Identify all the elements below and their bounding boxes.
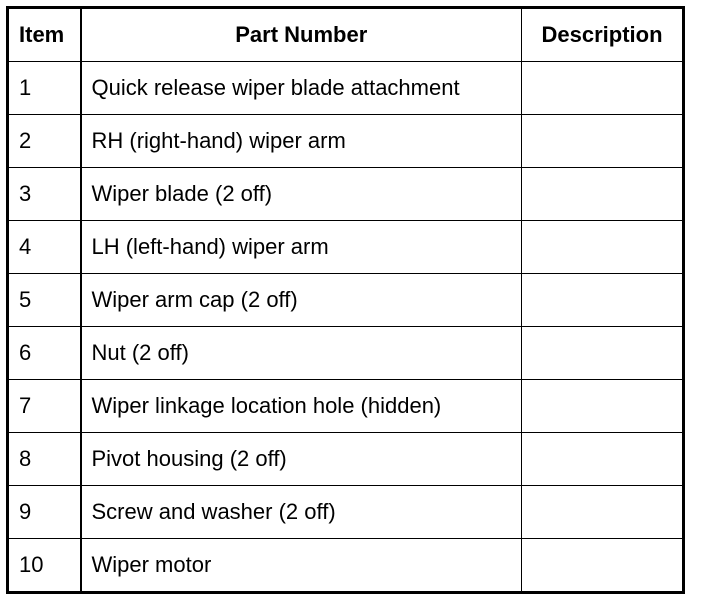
cell-item: 4 (8, 221, 81, 274)
cell-item: 5 (8, 274, 81, 327)
cell-description (522, 539, 684, 593)
cell-item: 9 (8, 486, 81, 539)
table-row (8, 433, 684, 486)
header-part-number: Part Number (81, 8, 522, 62)
table-row (8, 274, 684, 327)
cell-item: 10 (8, 539, 81, 593)
cell-description (522, 115, 684, 168)
cell-part-number: Wiper arm cap (2 off) (81, 274, 522, 327)
cell-description (522, 486, 684, 539)
table-row (8, 486, 684, 539)
header-description: Description (522, 8, 684, 62)
cell-description (522, 433, 684, 486)
cell-part-number: Wiper blade (2 off) (81, 168, 522, 221)
cell-part-number: RH (right-hand) wiper arm (81, 115, 522, 168)
cell-part-number: Wiper motor (81, 539, 522, 593)
cell-item: 1 (8, 62, 81, 115)
cell-description (522, 168, 684, 221)
table-header-row (8, 8, 684, 62)
cell-item: 3 (8, 168, 81, 221)
cell-part-number: Wiper linkage location hole (hidden) (81, 380, 522, 433)
table-row (8, 380, 684, 433)
cell-description (522, 274, 684, 327)
cell-part-number: Nut (2 off) (81, 327, 522, 380)
cell-description (522, 327, 684, 380)
table-row (8, 168, 684, 221)
table-row (8, 62, 684, 115)
header-item: Item (8, 8, 81, 62)
table-row (8, 115, 684, 168)
cell-item: 2 (8, 115, 81, 168)
cell-description (522, 380, 684, 433)
cell-part-number: LH (left-hand) wiper arm (81, 221, 522, 274)
table-row (8, 327, 684, 380)
parts-table (6, 6, 685, 594)
cell-item: 8 (8, 433, 81, 486)
cell-part-number: Quick release wiper blade attachment (81, 62, 522, 115)
cell-description (522, 221, 684, 274)
cell-part-number: Pivot housing (2 off) (81, 433, 522, 486)
table-row (8, 539, 684, 593)
cell-description (522, 62, 684, 115)
cell-item: 7 (8, 380, 81, 433)
cell-part-number: Screw and washer (2 off) (81, 486, 522, 539)
table-row (8, 221, 684, 274)
cell-item: 6 (8, 327, 81, 380)
